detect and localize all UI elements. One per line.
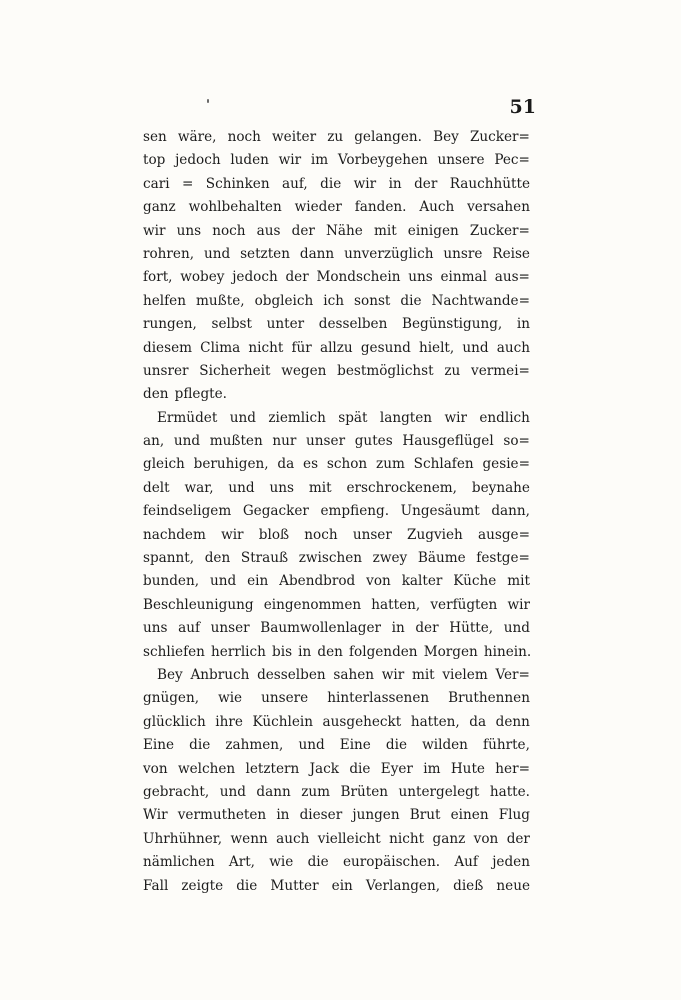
word: festge=: [476, 550, 530, 567]
word: auf: [178, 620, 201, 637]
word: uns: [408, 269, 433, 286]
word: feindseligem: [143, 503, 232, 520]
word: zu: [444, 362, 461, 379]
word: einen: [450, 807, 489, 824]
word: Küchlein: [252, 713, 313, 730]
word: Rauchhütte: [449, 175, 530, 192]
word: nachdem: [143, 526, 206, 543]
word: und: [228, 479, 255, 496]
body-text: [143, 126, 530, 898]
word: mußten: [209, 433, 263, 450]
word: auf,: [282, 175, 308, 192]
ink-speck: [207, 99, 209, 103]
word: Vorbeygehen: [337, 152, 428, 169]
word: unser: [352, 526, 392, 543]
word: Abendbrod: [279, 573, 356, 590]
word: spannt,: [143, 550, 195, 567]
text-line: [143, 149, 530, 172]
word: neue: [496, 877, 530, 894]
word: Verlangen,: [365, 877, 441, 894]
word: da: [277, 456, 295, 473]
word: die: [236, 877, 258, 894]
word: der: [291, 222, 315, 239]
word: europäischen.: [342, 854, 441, 871]
word: nur: [272, 433, 297, 450]
word: ganz: [143, 199, 176, 216]
word: bunden,: [143, 573, 200, 590]
word: Hute: [450, 760, 485, 777]
word: delt: [143, 479, 170, 496]
word: endlich: [479, 409, 530, 426]
text-line: [143, 126, 530, 149]
word: wohlbehalten: [188, 199, 282, 216]
word: selbst: [211, 316, 252, 333]
word: unverzüglich: [344, 245, 434, 262]
word: weiter: [272, 129, 317, 145]
text-line: [143, 617, 530, 640]
word: gelangen.: [354, 129, 422, 145]
word: noch: [227, 129, 261, 145]
word: Auch: [419, 199, 455, 216]
word: im: [310, 152, 329, 169]
word: Uhrhühner,: [143, 830, 223, 847]
word: unser: [306, 433, 346, 450]
word: in: [516, 316, 530, 333]
word: Bäume: [417, 550, 466, 567]
word: wäre,: [177, 129, 217, 145]
word: wir: [507, 596, 530, 613]
text-line: [143, 547, 530, 570]
word: noch: [212, 222, 246, 239]
word: Sicherheit: [199, 362, 271, 379]
word: der: [415, 620, 439, 637]
word: eingenommen: [263, 596, 362, 613]
word: die: [189, 737, 211, 754]
word: hatten,: [371, 596, 421, 613]
word: dieser: [299, 807, 343, 824]
word: in: [298, 643, 312, 660]
word: jedoch: [175, 152, 221, 169]
word: diesem: [143, 339, 193, 356]
word: obgleich: [254, 292, 314, 309]
word: war,: [184, 479, 214, 496]
word: zu: [327, 129, 344, 145]
word: in: [391, 620, 405, 637]
word: wir: [444, 409, 467, 426]
word: Ermüdet: [157, 409, 218, 426]
word: aus: [256, 222, 281, 239]
word: ganz: [432, 830, 466, 847]
word: nämlichen: [143, 854, 215, 871]
word: Mutter: [270, 877, 319, 894]
text-line: [143, 687, 530, 710]
word: Beschleunigung: [143, 596, 254, 613]
page-number: 51: [509, 96, 536, 118]
text-line: [143, 781, 530, 804]
word: Brüten: [340, 783, 389, 800]
word: auch: [496, 339, 530, 356]
word: gesund: [360, 339, 411, 356]
word: unter: [266, 316, 305, 333]
word: verfügten: [430, 596, 498, 613]
text-line: [143, 337, 530, 360]
word: die: [349, 760, 371, 777]
word: in: [276, 807, 290, 824]
word: wegen: [281, 362, 327, 379]
word: rohren,: [143, 245, 195, 262]
word: Zucker=: [469, 222, 530, 239]
word: Ver=: [495, 666, 530, 683]
word: Auf: [454, 854, 478, 871]
word: unsere: [437, 152, 485, 169]
word: uns: [269, 479, 295, 496]
word: jungen: [352, 807, 400, 824]
word: hatten,: [410, 713, 460, 730]
word: luden: [230, 152, 269, 169]
word: letztern: [245, 760, 300, 777]
word: bis: [272, 643, 293, 660]
word: langten: [379, 409, 433, 426]
word: Anbruch: [190, 666, 250, 683]
text-line: [143, 664, 530, 687]
word: wilden: [422, 737, 468, 754]
word: und: [503, 620, 530, 637]
word: Eine: [143, 737, 175, 754]
word: Hütte,: [449, 620, 494, 637]
text-line: [143, 407, 530, 430]
word: für: [291, 339, 312, 356]
word: die: [400, 292, 422, 309]
word: sen: [143, 129, 167, 145]
word: schon: [326, 456, 368, 473]
word: desselben: [318, 316, 388, 333]
word: Zucker=: [469, 129, 530, 145]
word: der: [506, 830, 530, 847]
word: hinein.: [483, 643, 532, 660]
word: Bey: [433, 129, 459, 145]
text-line: [143, 875, 530, 898]
word: Nähe: [326, 222, 363, 239]
word: cari: [143, 175, 170, 192]
word: hielt,: [418, 339, 455, 356]
word: hatte.: [489, 783, 530, 800]
text-line: [143, 290, 530, 313]
word: Art,: [228, 854, 255, 871]
word: beruhigen,: [193, 456, 269, 473]
word: und: [209, 573, 237, 590]
word: Eine: [339, 737, 371, 754]
word: untergelegt: [398, 783, 480, 800]
text-line: [143, 828, 530, 851]
word: noch: [304, 526, 338, 543]
word: Reise: [492, 245, 530, 262]
text-line: [143, 266, 530, 289]
word: ausge=: [477, 526, 530, 543]
word: und: [462, 339, 489, 356]
word: Hausgeflügel: [402, 433, 494, 450]
text-line: [143, 383, 530, 406]
word: der: [285, 269, 309, 286]
word: ausgeheckt: [322, 713, 402, 730]
word: welchen: [177, 760, 236, 777]
text-line: [143, 196, 530, 219]
word: Schinken: [205, 175, 270, 192]
word: dann: [299, 245, 335, 262]
word: versahen: [467, 199, 530, 216]
word: Flug: [498, 807, 530, 824]
word: rungen,: [143, 316, 197, 333]
word: mit: [373, 222, 397, 239]
word: nicht: [389, 830, 425, 847]
text-line: [143, 758, 530, 781]
word: Strauß: [240, 550, 289, 567]
word: mußte,: [196, 292, 245, 309]
word: gutes: [354, 433, 393, 450]
word: wir: [278, 152, 302, 169]
word: zwey: [372, 550, 408, 567]
word: nicht: [248, 339, 284, 356]
word: kalter: [401, 573, 443, 590]
word: auch: [276, 830, 310, 847]
word: dann,: [491, 503, 530, 520]
word: allzu: [319, 339, 353, 356]
text-line: [143, 570, 530, 593]
word: folgenden: [349, 643, 418, 660]
word: führte,: [483, 737, 530, 754]
text-line: [143, 220, 530, 243]
word: ihre: [215, 713, 243, 730]
word: herrlich: [211, 643, 266, 660]
text-line: [143, 734, 530, 757]
text-line: [143, 453, 530, 476]
word: pflegte.: [174, 386, 227, 403]
word: den: [204, 550, 231, 567]
text-line: [143, 360, 530, 383]
word: in: [388, 175, 402, 192]
word: zum: [376, 456, 405, 473]
word: wenn: [230, 830, 268, 847]
word: spät: [338, 409, 368, 426]
word: zahmen,: [225, 737, 284, 754]
word: wie: [269, 854, 294, 871]
word: und: [203, 245, 231, 262]
word: Jack: [309, 760, 339, 777]
word: wir: [353, 175, 377, 192]
word: wir: [221, 526, 244, 543]
text-line: [143, 500, 530, 523]
text-line: [143, 594, 530, 617]
word: Mondschein: [316, 269, 401, 286]
word: Gegacker: [242, 503, 309, 520]
word: zeigte: [181, 877, 224, 894]
word: gleich: [143, 456, 185, 473]
word: wir: [381, 666, 405, 683]
word: der: [414, 175, 438, 192]
word: bestmöglichst: [337, 362, 434, 379]
word: gnügen,: [143, 690, 200, 707]
word: Zugvieh: [407, 526, 463, 543]
word: wieder: [294, 199, 342, 216]
word: unsrer: [143, 362, 189, 379]
word: zum: [301, 783, 331, 800]
word: sonst: [354, 292, 391, 309]
word: fanden.: [354, 199, 407, 216]
word: uns: [176, 222, 202, 239]
word: Nachtwande=: [431, 292, 530, 309]
word: schliefen: [143, 643, 205, 660]
text-line: [143, 477, 530, 500]
word: Küche: [453, 573, 497, 590]
word: Wir: [143, 807, 168, 824]
text-line: [143, 641, 530, 664]
word: sahen: [333, 666, 375, 683]
word: top: [143, 152, 166, 169]
word: desselben: [257, 666, 326, 683]
text-line: [143, 430, 530, 453]
word: Pec=: [494, 152, 530, 169]
text-line: [143, 524, 530, 547]
word: ein: [331, 877, 353, 894]
word: mit: [507, 573, 530, 590]
word: jedoch: [232, 269, 278, 286]
word: Brut: [409, 807, 441, 824]
word: wir: [143, 222, 166, 239]
word: den: [317, 643, 343, 660]
word: jeden: [492, 854, 530, 871]
word: zwischen: [298, 550, 363, 567]
word: Schlafen: [413, 456, 474, 473]
word: so=: [503, 433, 530, 450]
word: vermei=: [471, 362, 530, 379]
text-line: [143, 173, 530, 196]
word: die: [307, 854, 329, 871]
word: Begünstigung,: [401, 316, 503, 333]
word: im: [423, 760, 441, 777]
text-line: [143, 313, 530, 336]
text-line: [143, 243, 530, 266]
word: Morgen: [423, 643, 478, 660]
word: gesie=: [482, 456, 530, 473]
word: unser: [210, 620, 250, 637]
word: ich: [323, 292, 345, 309]
word: dieß: [453, 877, 484, 894]
word: die: [320, 175, 342, 192]
word: unsere: [261, 690, 309, 707]
word: uns: [143, 620, 168, 637]
word: dann: [256, 783, 291, 800]
word: Bey: [157, 666, 183, 683]
word: hinterlassenen: [327, 690, 430, 707]
word: helfen: [143, 292, 186, 309]
word: erschrockenem,: [346, 479, 457, 496]
word: mit: [308, 479, 332, 496]
word: =: [181, 175, 194, 192]
text-line: [143, 804, 530, 827]
word: von: [143, 760, 168, 777]
word: die: [385, 737, 408, 754]
word: da: [469, 713, 487, 730]
word: ein: [247, 573, 269, 590]
word: einigen: [407, 222, 459, 239]
word: von: [473, 830, 499, 847]
word: ziemlich: [268, 409, 326, 426]
word: beynahe: [471, 479, 530, 496]
word: bloß: [258, 526, 290, 543]
word: an,: [143, 433, 165, 450]
word: fort,: [143, 269, 173, 286]
word: unsre: [443, 245, 483, 262]
word: und: [298, 737, 325, 754]
word: Eyer: [380, 760, 413, 777]
word: von: [366, 573, 391, 590]
word: Fall: [143, 877, 169, 894]
word: mit: [411, 666, 435, 683]
word: Baumwollenlager: [260, 620, 382, 637]
word: vielleicht: [317, 830, 381, 847]
text-line: [143, 711, 530, 734]
word: glücklich: [143, 713, 206, 730]
word: gebracht,: [143, 783, 210, 800]
word: es: [303, 456, 319, 473]
word: Ungesäumt: [400, 503, 480, 520]
word: denn: [495, 713, 530, 730]
word: setzten: [240, 245, 290, 262]
word: her=: [495, 760, 530, 777]
word: empfieng.: [320, 503, 390, 520]
word: und: [173, 433, 201, 450]
word: wobey: [180, 269, 225, 286]
word: Bruthennen: [448, 690, 530, 707]
word: und: [229, 409, 256, 426]
word: vielem: [442, 666, 488, 683]
word: und: [219, 783, 246, 800]
text-line: [143, 851, 530, 874]
word: vermutheten: [177, 807, 267, 824]
word: Clima: [200, 339, 241, 356]
word: wie: [218, 690, 243, 707]
word: einmal: [440, 269, 487, 286]
word: aus=: [494, 269, 530, 286]
word: den: [143, 386, 169, 403]
